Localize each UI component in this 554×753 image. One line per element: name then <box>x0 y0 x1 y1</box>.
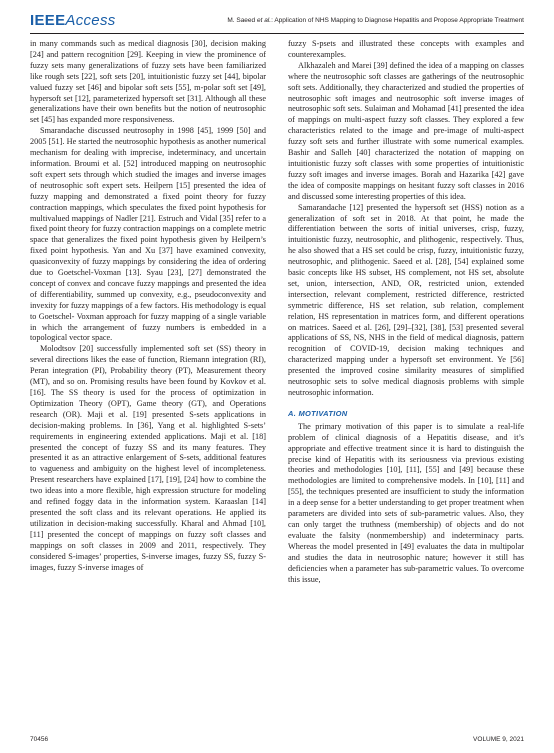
left-paragraph-2: Smarandache discussed neutrosophy in 1998 [45], 1999 [50] and 2005 [51]. He started the neutrosophic hypothesis as another numerical mechanism for dealing with imprecise, indeterminacy, and uncertain information. Broumi et al. [52] introduced mapping on neutrosophic soft expert sets through which studied the images and inverse images of neutrosophic soft expert sets. Heilpern [15] presented the idea of fuzzy mapping and demonstrated a fixed point theory for fuzzy contraction mappings, which speculates the fixed point hypothesis for multivalued mappings of Nadler [21]. Estruch and Vidal [35] refer to a fixed point theory for fuzzy contraction mappings on a complete metric space that generalizes the fixed point hypothesis given by Heilpern’s fixed point hypothesis. Yan and Xu [37] have examined convexity, quasiconvexity of fuzzy mappings by considering the idea of ordering due to Goetschel-Voxman [13]. Syau [23], [27] demonstrated the concept of convex and concave fuzzy mappings and presented the idea of differentiability, summed up convexity, e.g., pseudoconvexity and invexity for fuzzy mappings of a few factors. His methodology is equal to Goetschel- Voxman approach for fuzzy mapping of a single variable in which the arrangement of fuzzy numbers is embedded in a topological vector space. <box>30 126 266 343</box>
journal-logo-bold: IEEE <box>30 12 66 29</box>
left-paragraph-3: Molodtsov [20] successfully implemented soft set (SS) theory in several directions likes the ease of function, Riemann integration (RI), Peran integration (PI), Probability theory (PT), Measurement theory (MT), and so on. Promising results have been found by Kovkov et al. [16]. The SS theory is used for the process of optimization in Optimization Theory (OPT), Game theory (GT), and Operations research (OR). Maji et al. [19] presented S-sets applications in decision-making problems. In [36], Yang et al. highlighted S-sets’ requirements in engineering extended applications. Maji et al. [18] presented the concept of fuzzy SS and its many features. They presented it as an attractive enlargement of S-sets, additional features to vagueness and ambiguity on the highest level of incompleteness. Present researchers have explained [17], [19], [24] how to combine the two ideas into a more flexible, high expression structure for modeling and refined foggy data in the information system. Karaaslan [14] presented the soft class and its relevant operations. He applied its utilization in decision-making successfully. Kharal and Ahmad [10], [11] presented the concept of mappings on fuzzy soft classes and mappings on soft classes in 2009 and 2011, respectively. They considered S-images’ properties, S-inverse images, fuzzy SS, fuzzy S-images, fuzzy S-inverse images of <box>30 344 266 572</box>
right-column <box>288 39 524 585</box>
page-header <box>30 12 524 32</box>
running-author: M. Saeed <box>227 17 256 24</box>
section-heading-motivation: A. MOTIVATION <box>288 408 348 418</box>
right-paragraph-3: Samarandache [12] presented the hypersoft set (HSS) notion as a generalization of soft set in 2018. At that point, he made the differentiation between the sorts of initial universes, crisp, fuzzy, intuitionistic fuzzy, neutrosophic, and plithogenic, respectively. Thus, he also showed that a HS set could be crisp, fuzzy, intuitionistic fuzzy, neutrosophic, and plithogenic. Saeed et al. [28], [54] explained some basic concepts like HS subset, HS complement, not HS set, absolute set, union, intersection, AND, OR, restricted union, extended intersection, relevant complement, restricted difference, restricted symmetric difference, HS set relation, sub relation, complement relation, HS representation in matrices form, and different operations on matrices. Saeed et al. [26], [29]–[32], [38], [53] presented several applications of SS, NS, NHS in the field of medical diagnosis, pattern recognition of COVID-19, decision making techniques and characterized mapping under a hypersoft set environment. Ye [56] presented the improved cosine similarity measures of simplified neutrosophic sets to solve medical diagnosis problems with simple neutrosophic information. <box>288 202 524 397</box>
motivation-paragraph: The primary motivation of this paper is to simulate a real-life problem of clinical diagnosis of a Hepatitis disease, and it’s appropriate and effective treatment since it is hard to distinguish the precise kind of Hepatitis with its seriousness via previous existing theories and methodologies [10], [11], [55] and [49] because these methodologies are limited to comprehensive models. In [10], [11] and [55], the techniques presented are insufficient to study the information in a deep sense for a better understanding to get proper treatment when parameters are divided into sets of sub-parametric values. Also, they can only target the truthness (membership) of objects and do not evaluate the falsity (nonmembership) and indeterminacy parts. Whereas the model presented in [49] evaluates the data in multipolar and studies the data in neutrosophic nature; however it still has deficiencies when a parameter has sub-parametric values. To overcome this issue, <box>288 421 524 584</box>
left-column <box>30 39 266 573</box>
journal-logo-italic: Access <box>65 12 116 29</box>
volume-label: VOLUME 9, 2021 <box>473 736 524 743</box>
running-title: : Application of NHS Mapping to Diagnose Hepatitis and Propose Appropriate Treatment <box>271 17 524 24</box>
right-paragraph-2: Alkhazaleh and Marei [39] defined the idea of a mapping on classes where the neutrosophic soft classes are gatherings of the neutrosophic soft sets. Additionally, they characterized and studied the properties of neutrosophic soft images and neutrosophic soft inverse images of neutrosophic soft sets. Sulaiman and Mohamad [41] presented the idea of mappings on multi-aspect fuzzy soft classes. They explored a few characteristics related to the image and pre-image of multi-aspect fuzzy soft sets and further illustrate with some numerical examples. Bashir and Salleh [40] characterized the notation of mapping on intuitionistic fuzzy soft classes with some properties of intuitionistic fuzzy soft images and inverse images. Borah and Hazarika [42] gave the idea of composite mappings on hesitant fuzzy soft classes in 2016 and discussed some interesting properties of this idea. <box>288 60 524 201</box>
header-rule <box>30 33 524 34</box>
page-number: 70456 <box>30 736 49 743</box>
journal-logo <box>30 12 116 30</box>
right-paragraph-1: fuzzy S-psets and illustrated these concepts with examples and counterexamples. <box>288 39 524 59</box>
running-header <box>227 16 524 26</box>
left-paragraph-1: in many commands such as medical diagnosis [30], decision making [24] and pattern recognition [29]. Keeping in view the prominence of fuzzy sets many generalizations of fuzzy sets have been familiarized like rough sets [22], soft sets [20], intuitionistic fuzzy set [44], bipolar valued fuzzy set [46] and bipolar soft sets [55], m-polar soft set [49], hypersoft set [12], parameterized hypersoft set [31]. Although all these generalizations have their own benefits but the notion of neutrosophic set [45] has expanded more responsiveness. <box>30 39 266 125</box>
running-etal: et al. <box>255 17 272 24</box>
